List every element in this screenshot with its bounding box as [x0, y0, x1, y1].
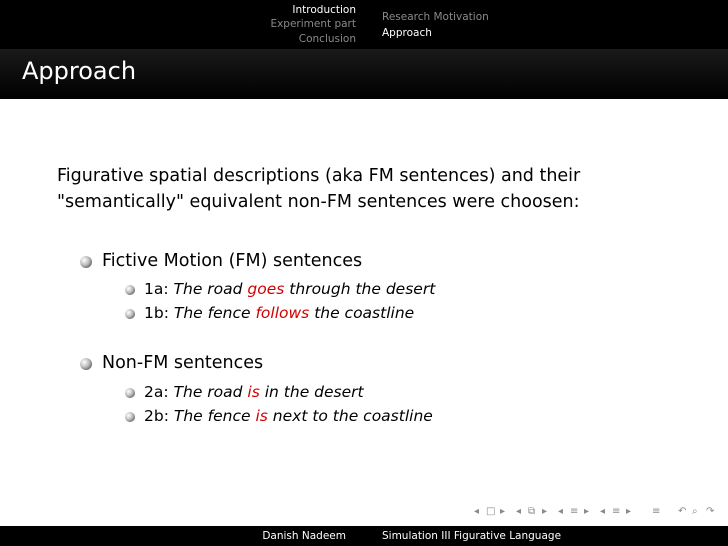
nav-section-icon[interactable]: ≡ — [570, 506, 579, 517]
sentence-verb: is — [247, 383, 260, 401]
intro-line-2: "semantically" equivalent non-FM sentences were choosen: — [57, 192, 580, 212]
sentence-subject: The road — [173, 383, 243, 401]
author-name: Danish Nadeem — [262, 530, 346, 542]
sentence — [144, 280, 435, 298]
sentence — [144, 407, 433, 425]
section-nav — [0, 0, 364, 49]
footer-title — [364, 526, 728, 546]
subsection-nav — [364, 0, 728, 49]
sentence-id: 2a: — [144, 383, 169, 401]
navigation-symbols — [474, 506, 724, 520]
nav-subsection-icon[interactable]: ⧉ — [528, 506, 536, 517]
sentence-id: 2b: — [144, 407, 169, 425]
nav-appendix-icon[interactable]: ≡ — [652, 506, 661, 517]
intro-text — [57, 163, 697, 215]
sentence-subject: The road — [173, 280, 243, 298]
nav-section-next-icon[interactable]: ▸ — [584, 506, 590, 517]
footer-author — [0, 526, 364, 546]
bullet-ball-icon — [125, 309, 135, 319]
sentence-rest: the coastline — [314, 304, 415, 322]
bullet-ball-icon — [125, 285, 135, 295]
nav-doc-next-icon[interactable]: ▸ — [626, 506, 632, 517]
talk-title: Simulation III Figurative Language — [382, 530, 562, 542]
sentence-verb: follows — [255, 304, 310, 322]
nav-subsection-next-icon[interactable]: ▸ — [542, 506, 548, 517]
sentence-subject: The fence — [173, 407, 251, 425]
nav-section-prev-icon[interactable]: ◂ — [558, 506, 564, 517]
nav-section-conclusion[interactable]: Conclusion — [298, 33, 356, 45]
title-bar — [0, 49, 728, 99]
nav-search-icon[interactable]: ⌕ — [692, 506, 698, 517]
sentence-verb: is — [255, 407, 268, 425]
sentence-id: 1a: — [144, 280, 169, 298]
group-label: Fictive Motion (FM) sentences — [102, 251, 363, 271]
bullet-ball-icon — [80, 256, 92, 268]
bullet-ball-icon — [125, 412, 135, 422]
nav-section-experiment-part[interactable]: Experiment part — [270, 18, 356, 30]
slide-title: Approach — [22, 57, 137, 85]
nav-forward-icon[interactable]: ↷ — [706, 506, 715, 517]
nav-subsection-prev-icon[interactable]: ◂ — [516, 506, 522, 517]
nav-subsection-approach[interactable]: Approach — [382, 27, 432, 39]
sentence-verb: goes — [247, 280, 285, 298]
nav-doc-prev-icon[interactable]: ◂ — [600, 506, 606, 517]
sentence — [144, 304, 414, 322]
nav-back-icon[interactable]: ↶ — [678, 506, 687, 517]
nav-frame-prev-icon[interactable]: ◂ — [474, 506, 480, 517]
sentence-id: 1b: — [144, 304, 169, 322]
bullet-ball-icon — [125, 388, 135, 398]
footer-bar — [0, 526, 728, 546]
header-bar — [0, 0, 728, 49]
intro-line-1: Figurative spatial descriptions (aka FM sentences) and their — [57, 166, 581, 186]
nav-doc-icon[interactable]: ≡ — [612, 506, 621, 517]
nav-section-introduction[interactable]: Introduction — [292, 4, 356, 16]
bullet-ball-icon — [80, 358, 92, 370]
sentence — [144, 383, 364, 401]
nav-frame-next-icon[interactable]: ▸ — [500, 506, 506, 517]
nav-frame-icon[interactable]: □ — [486, 506, 496, 517]
sentence-rest: next to the coastline — [272, 407, 433, 425]
sentence-rest: in the desert — [264, 383, 364, 401]
nav-subsection-research-motivation[interactable]: Research Motivation — [382, 11, 489, 23]
sentence-subject: The fence — [173, 304, 251, 322]
slide-content — [0, 99, 728, 517]
sentence-rest: through the desert — [289, 280, 436, 298]
group-label: Non-FM sentences — [102, 353, 264, 373]
